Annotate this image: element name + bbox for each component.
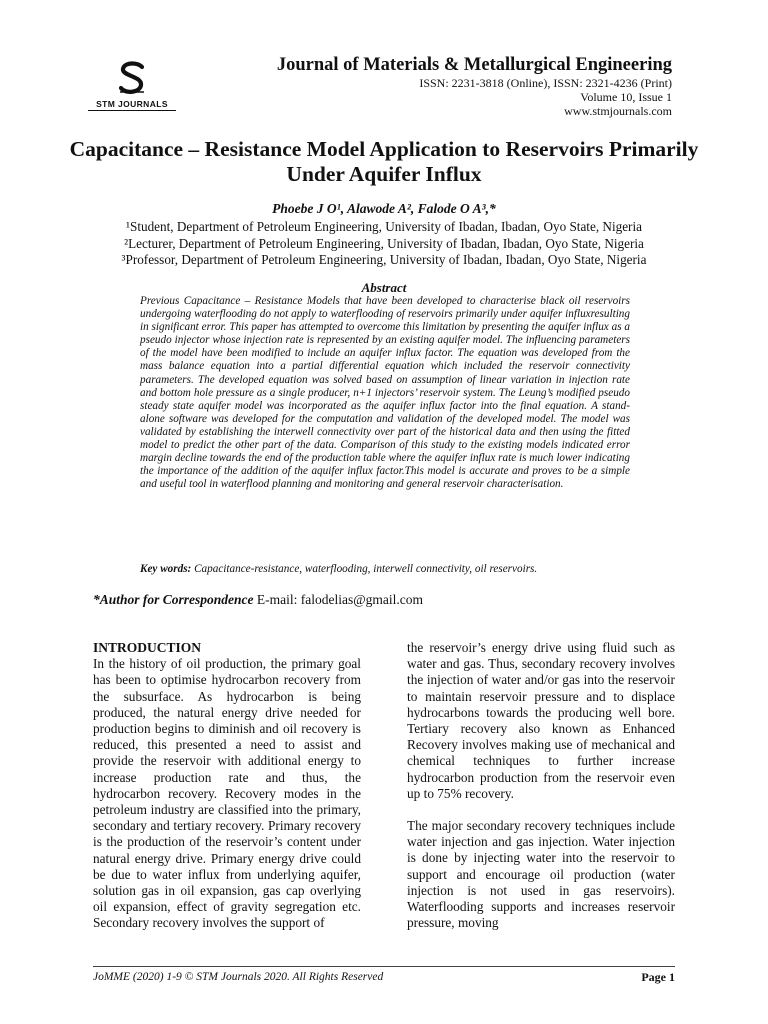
introduction-paragraph-2: the reservoir’s energy drive using fluid such as water and gas. Thus, secondary recovery involves the injection of water and/or gas into the reservoir to maintain reservoir pressure and to displace hydrocarbons towards the producing well bore. Tertiary recovery also known as Enhanced Recovery involves making use of mechanical and chemical techniques to further increase hydrocarbon production from the reservoir even up to 75% recovery. [407,640,675,801]
introduction-paragraph-1: In the history of oil production, the primary goal has been to optimise hydrocarbon recovery from the subsurface. As hydrocarbon is being produced, the natural energy drive needed for production begins to diminish and oil recovery is reduced, this presented a need to assist and provide the reservoir with additional energy to increase production rate and thus, the hydrocarbon recovery. Recovery modes in the petroleum industry are classified into the primary, secondary and tertiary recovery. Primary recovery is the production of the reservoir’s content under natural energy drive. Primary energy drive could be due to water influx from underlying aquifer, solution gas in oil expansion, gas cap overlying oil expansion, effect of gravity segregation etc. Secondary recovery involves the support of [93,656,361,931]
footer-citation: JoMME (2020) 1-9 © STM Journals 2020. All Rights Reserved [93,971,384,983]
left-column [93,640,361,932]
stm-s-logo-icon [112,58,152,98]
abstract-heading: Abstract [361,280,407,295]
article-title: Capacitance – Resistance Model Application to Reservoirs Primarily Under Aquifer Influx [69,137,699,186]
introduction-paragraph-3: The major secondary recovery techniques include water injection and gas injection. Water injection is done by injecting water into the reservoir to support and encourage oil production (water injection is not used in gas reservoirs). Waterflooding supports and increases reservoir pressure, moving [407,818,675,931]
journal-issn: ISSN: 2231-3818 (Online), ISSN: 2321-4236 (Print) [419,76,672,90]
keywords [140,563,630,576]
logo-underline [88,110,176,111]
page-number: Page 1 [641,970,675,984]
stm-journals-logo [88,58,176,111]
journal-volume: Volume 10, Issue 1 [580,90,672,104]
journal-website[interactable]: www.stmjournals.com [564,104,672,118]
keywords-label: Key words: [140,563,192,575]
correspondence-email[interactable]: E-mail: falodelias@gmail.com [253,592,424,607]
article-authors: Phoebe J O¹, Alawode A², Falode O A³,* [272,201,496,216]
journal-title: Journal of Materials & Metallurgical Engineering [276,55,672,75]
abstract-body: Previous Capacitance – Resistance Models that have been developed to characterise black oil reservoirs undergoing waterflooding do not apply to waterflooding of reservoirs primarily under aquifer influxresulting in significant error. This paper has attempted to overcome this limitation by presenting the aquifer influx as a pseudo injector whose injection rate is represented by an existing aquifer model. The influencing parameters of the model have been modified to include an aquifer influx factor. The equation was developed from the mass balance equation into a partial differential equation which included the reservoir connectivity parameters. The developed equation was solved based on assumption of linear variation in injection rate and bottom hole pressure as a single producer, n+1 injectors’ reservoir system. The Leung’s modified pseudo steady state aquifer model was incorporated as the aquifer influx factor into the final equation. A stand-alone software was developed for the computation and validation of the developed model. The model was validated by establishing the interwell connectivity over part of the historical data and then using the fitted model to predict the other part of the data. Comparison of this study to the existing models indicated error margin decline towards the end of the production table where the aquifer influx rate is much lower indicating the importance of the addition of the aquifer influx factor.This model is accurate and proves to be a simple and useful tool in waterflood planning and monitoring and general reservoir characterisation. [140,295,630,491]
affiliation-3: ³Professor, Department of Petroleum Engineering, University of Ibadan, Ibadan, Oyo State, Nigeria [121,252,647,267]
correspondence [93,592,593,608]
journal-header [277,54,672,118]
affiliations [60,219,708,269]
logo-text: STM JOURNALS [96,99,168,109]
correspondence-label: *Author for Correspondence [93,592,254,607]
keywords-text: Capacitance-resistance, waterflooding, interwell connectivity, oil reservoirs. [191,563,538,575]
affiliation-2: ²Lecturer, Department of Petroleum Engineering, University of Ibadan, Ibadan, Oyo State, Nigeria [124,235,644,251]
affiliation-1: ¹Student, Department of Petroleum Engineering, University of Ibadan, Ibadan, Oyo State, Nigeria [126,219,642,234]
footer-divider [93,966,675,967]
introduction-heading: INTRODUCTION [93,640,202,655]
right-column [407,640,675,931]
